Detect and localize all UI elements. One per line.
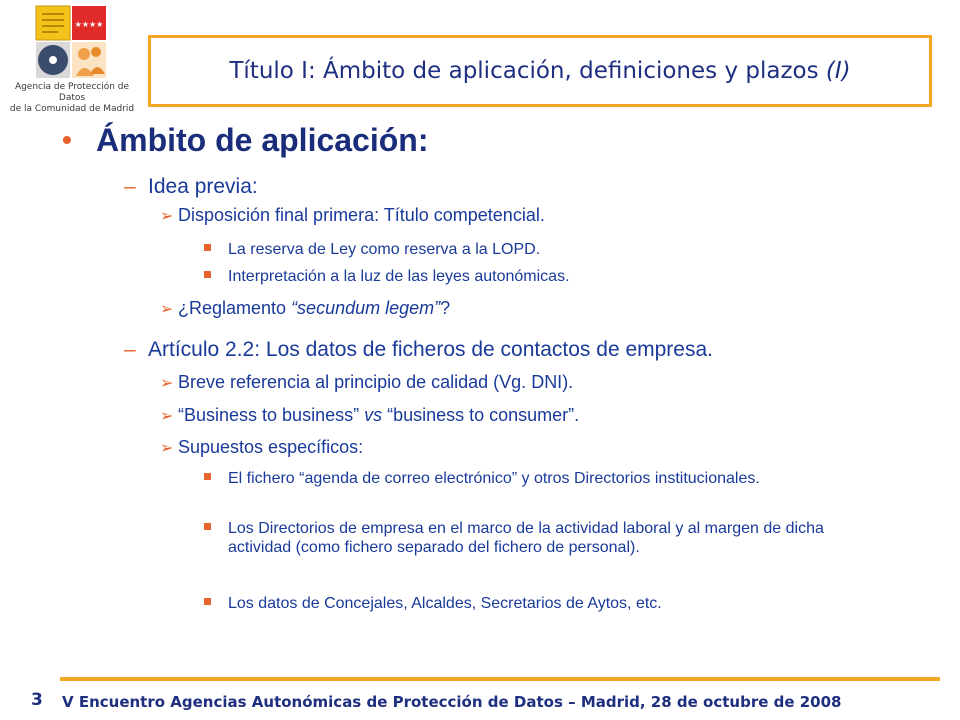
arrow-bullet-icon: ➢: [160, 408, 174, 425]
footer-divider: [60, 677, 940, 681]
item-text: Los Directorios de empresa en el marco de la actividad laboral y al margen de dicha actividad (como fichero separado del fichero de personal).: [228, 520, 824, 556]
logo-caption-line2: de la Comunidad de Madrid: [9, 104, 135, 114]
arrow-bullet-icon: ➢: [160, 301, 174, 318]
item-text: [178, 405, 579, 426]
square-bullet-icon: [204, 598, 211, 605]
slide-title-suffix: (I): [825, 58, 851, 84]
square-bullet-icon: [204, 523, 211, 530]
svg-text:★★★★: ★★★★: [74, 20, 104, 29]
square-bullet-icon: [204, 244, 211, 251]
item-text-em: “secundum legem”: [291, 298, 441, 318]
heading-bullet: •: [62, 124, 72, 155]
arrow-bullet-icon: ➢: [160, 440, 174, 457]
item-text: Idea previa:: [148, 175, 258, 198]
item-text: El fichero “agenda de correo electrónico” y otros Directorios institucionales.: [228, 470, 760, 487]
page-number: 3: [31, 690, 43, 710]
item-text: Breve referencia al principio de calidad (Vg. DNI).: [178, 372, 574, 392]
slide-title-main: Título I: Ámbito de aplicación, definiciones y plazos: [229, 58, 819, 84]
square-bullet-icon: [204, 271, 211, 278]
footer-text: V Encuentro Agencias Autonómicas de Protección de Datos – Madrid, 28 de octubre de 2008: [62, 693, 842, 711]
dash-bullet: –: [124, 175, 136, 198]
arrow-bullet-icon: ➢: [160, 375, 174, 392]
item-text-pre: “Business to business”: [178, 405, 365, 425]
item-text: Artículo 2.2: Los datos de ficheros de contactos de empresa.: [148, 338, 713, 361]
heading-text: Ámbito de aplicación:: [96, 122, 429, 158]
dash-bullet: –: [124, 338, 136, 361]
item-text-post: ?: [440, 298, 451, 318]
item-text-post: “business to consumer”.: [382, 405, 580, 425]
item-text-em: vs: [364, 405, 383, 425]
item-text: Disposición final primera: Título competencial.: [178, 205, 545, 225]
arrow-bullet-icon: ➢: [160, 208, 174, 225]
item-text-pre: ¿Reglamento: [178, 298, 292, 318]
logo-caption-line1: Agencia de Protección de Datos: [14, 82, 130, 103]
item-text: Supuestos específicos:: [178, 437, 364, 457]
item-text: Los datos de Concejales, Alcaldes, Secretarios de Aytos, etc.: [228, 595, 662, 612]
item-text: Interpretación a la luz de las leyes autonómicas.: [228, 268, 570, 285]
item-text: La reserva de Ley como reserva a la LOPD.: [228, 241, 541, 258]
square-bullet-icon: [204, 473, 211, 480]
item-text: [178, 298, 450, 319]
